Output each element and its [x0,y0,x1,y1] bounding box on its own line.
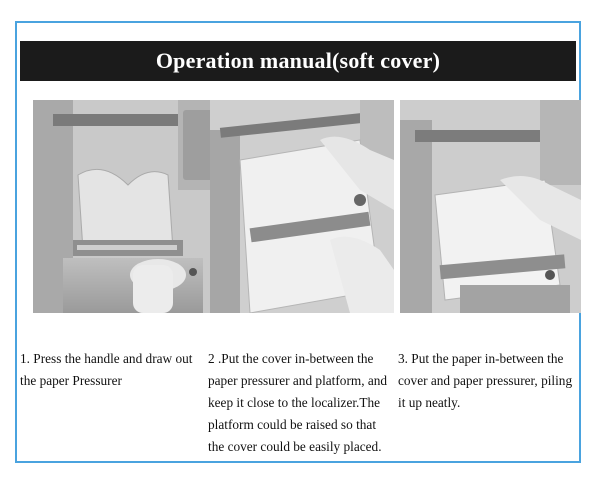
step-3-photo [400,100,581,313]
step-1-photo [33,100,217,313]
step-2-caption: 2 .Put the cover in-between the paper pressurer and platform, and keep it close to the localizer.The platform could be raised so that the cover could be easily placed. [208,351,388,455]
manual-frame [15,21,581,463]
step-1-caption: 1. Press the handle and draw out the paper Pressurer [20,351,193,389]
step-3-caption: 3. Put the paper in-between the cover and paper pressurer, piling it up neatly. [398,351,573,411]
page-title: Operation manual(soft cover) [20,41,576,81]
step-2-photo [210,100,394,313]
